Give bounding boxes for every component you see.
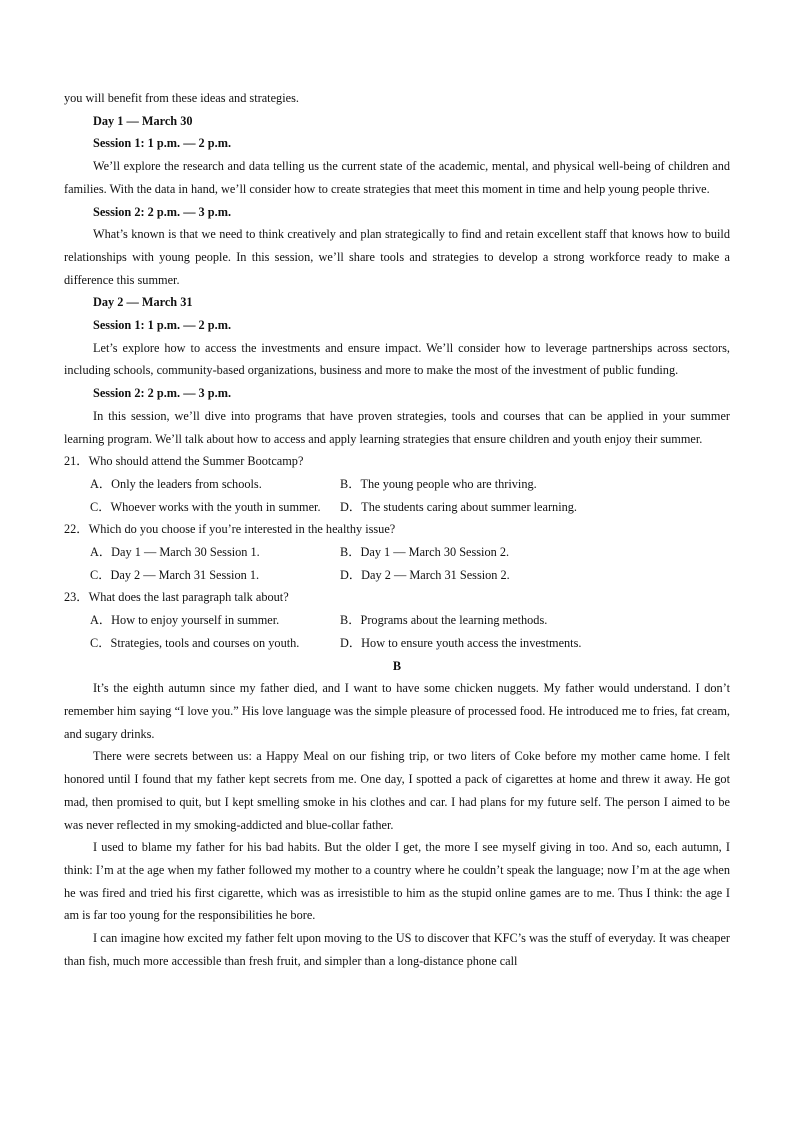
question-22-stem: 22．Which do you choose if you’re interested in the healthy issue?: [64, 522, 396, 537]
section-b-paragraph-1: It’s the eighth autumn since my father died, and I want to have some chicken nuggets. My father would understand. I don’t remember him saying “I love you.” His love language was the simple pleasure of processed food. He introduced me to fries, fat cream, and sugary drinks.: [64, 681, 730, 741]
intro-tail: you will benefit from these ideas and strategies.: [64, 91, 299, 105]
question-23-option-b: B．Programs about the learning methods.: [340, 613, 548, 628]
question-23-option-c: C．Strategies, tools and courses on youth.: [90, 635, 300, 650]
question-23-stem: 23．What does the last paragraph talk about?: [64, 590, 289, 605]
question-22-option-d: D．Day 2 — March 31 Session 2.: [340, 567, 510, 582]
question-21-option-d: D．The students caring about summer learning.: [340, 499, 577, 514]
day1-session2-text: What’s known is that we need to think creatively and plan strategically to find and retain excellent staff that knows how to build relationships with young people. In this session, we’ll share tools and strategies to develop a strong workforce ready to make a difference this summer.: [64, 227, 730, 287]
question-21-option-b: B．The young people who are thriving.: [340, 476, 537, 491]
day2-session2-title: Session 2: 2 p.m. — 3 p.m.: [93, 386, 232, 401]
section-b-paragraph-2: There were secrets between us: a Happy Meal on our fishing trip, or two liters of Coke before my mother came home. I felt honored until I found that my father kept secrets from me. One day, I spotted a pack of cigarettes at home and threw it away. He got mad, then promised to quit, but I kept smelling smoke in his clothes and car. I had plans for my future self. The person I aimed to be was never reflected in my smoking-addicted and blue-collar father.: [64, 749, 730, 832]
question-21-option-a: A．Only the leaders from schools.: [90, 476, 262, 491]
question-21-option-c: C．Whoever works with the youth in summer.: [90, 499, 321, 514]
question-22-options: [64, 541, 730, 586]
day2-session1-title: Session 1: 1 p.m. — 2 p.m.: [93, 318, 232, 333]
question-23-option-a: A．How to enjoy yourself in summer.: [90, 613, 280, 628]
document-page: [64, 87, 730, 972]
day1-title: Day 1 — March 30: [93, 113, 193, 128]
section-b-heading: B: [392, 658, 402, 673]
day2-session1-text: Let’s explore how to access the investments and ensure impact. We’ll consider how to leverage partnerships across sectors, including schools, community-based organizations, business and more to make the most of the investment of public funding.: [64, 340, 730, 378]
day2-title: Day 2 — March 31: [93, 295, 193, 310]
question-23-options: [64, 609, 730, 654]
question-23-option-d: D．How to ensure youth access the investments.: [340, 635, 582, 650]
day1-session1-title: Session 1: 1 p.m. — 2 p.m.: [93, 136, 232, 151]
section-b-paragraph-3: I used to blame my father for his bad habits. But the older I get, the more I see myself giving in too. And so, each autumn, I think: I’m at the age when my father followed my mother to a country where he couldn’t speak the language; now I’m at the age when he was fired and tried his first cigarette, which was as irresistible to him as the stupid online games are to me. Thus I think: the age I am is far too young for the responsibilities he bore.: [64, 840, 730, 923]
day1-session1-text: We’ll explore the research and data telling us the current state of the academic, mental, and physical well-being of children and families. With the data in hand, we’ll consider how to create strategies that meet this moment in time and help young people thrive.: [64, 159, 730, 196]
question-22-option-c: C．Day 2 — March 31 Session 1.: [90, 567, 260, 582]
day1-session2-title: Session 2: 2 p.m. — 3 p.m.: [93, 204, 232, 219]
question-21-stem: 21．Who should attend the Summer Bootcamp?: [64, 454, 304, 469]
question-22-option-b: B．Day 1 — March 30 Session 2.: [340, 545, 510, 560]
day2-session2-text: In this session, we’ll dive into programs that have proven strategies, tools and courses that can be applied in your summer learning program. We’ll talk about how to access and apply learning strategies that ensure children and youth enjoy their summer.: [64, 408, 730, 446]
question-21-options: [64, 473, 730, 518]
section-b-paragraph-4: I can imagine how excited my father felt upon moving to the US to discover that KFC’s was the stuff of everyday. It was cheaper than fish, much more accessible than fresh fruit, and simpler than a long-distance phone call: [64, 931, 730, 968]
question-22-option-a: A．Day 1 — March 30 Session 1.: [90, 545, 260, 560]
